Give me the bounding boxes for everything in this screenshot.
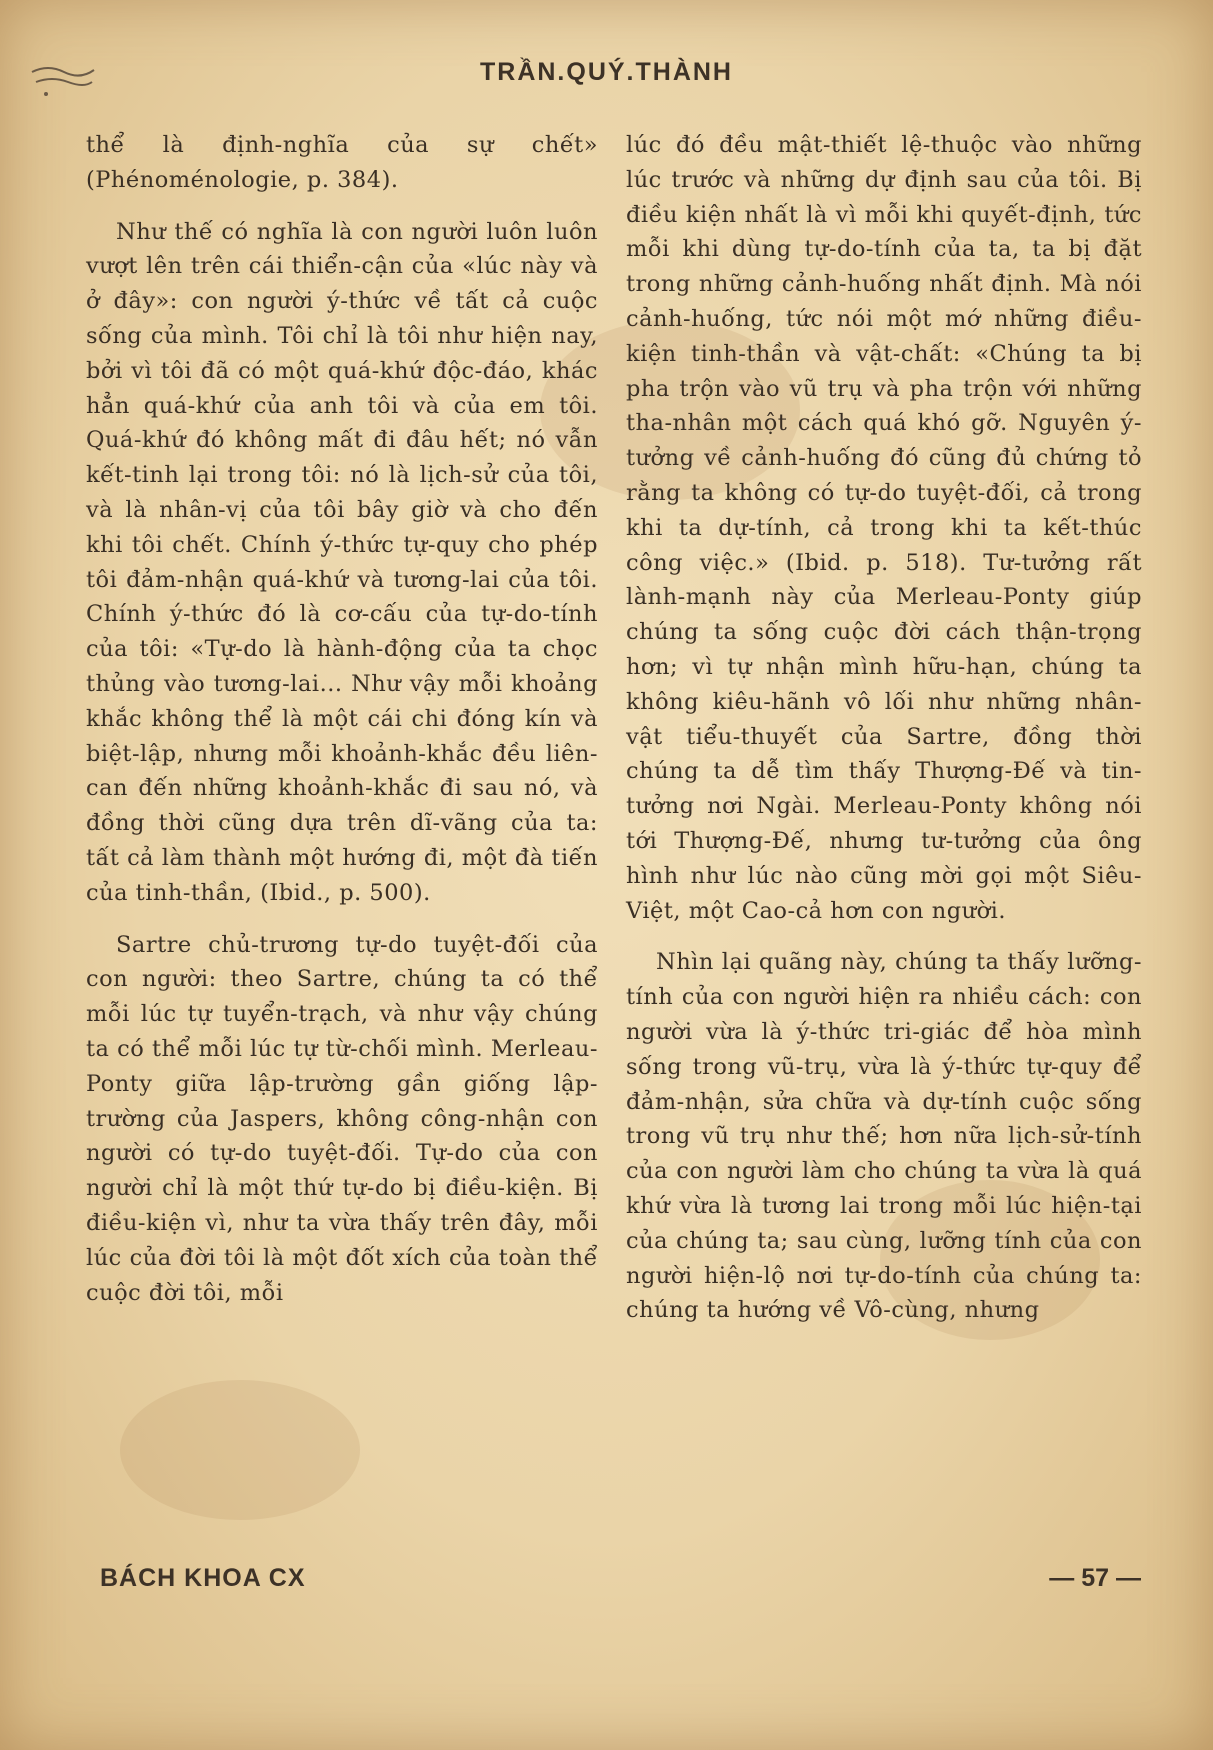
paper-stain: [120, 1380, 360, 1520]
publication-footer: BÁCH KHOA CX: [100, 1564, 306, 1592]
paragraph: lúc đó đều mật-thiết lệ-thuộc vào những lúc trước và những dự định sau của tôi. Bị điều kiện nhất là vì mỗi khi quyết-định, tức mỗi khi dùng tự-do-tính của ta, ta bị đặt trong những cảnh-huống nhất định. Mà nói cảnh-huống, tức nói một mớ những điều-kiện tinh-thần và vật-chất: «Chúng ta bị pha trộn vào vũ trụ và pha trộn với những tha-nhân một cách quá khó gỡ. Nguyên ý-tưởng về cảnh-huống đó cũng đủ chứng tỏ rằng ta không có tự-do tuyệt-đối, cả trong khi ta dự-tính, cả trong khi ta kết-thúc công việc.» (Ibid. p. 518). Tư-tưởng rất lành-mạnh này của Merleau-Ponty giúp chúng ta sống cuộc đời cách thận-trọng hơn; vì tự nhận mình hữu-hạn, chúng ta không kiêu-hãnh vô lối như những nhân-vật tiểu-thuyết của Sartre, đồng thời chúng ta dễ tìm thấy Thượng-Đế và tin-tưởng nơi Ngài. Merleau-Ponty không nói tới Thượng-Đế, nhưng tư-tưởng của ông hình như lúc nào cũng mời gọi một Siêu-Việt, một Cao-cả hơn con người.: [626, 132, 1142, 924]
paragraph: Nhìn lại quãng này, chúng ta thấy lưỡng-tính của con người hiện ra nhiều cách: con người vừa là ý-thức tri-giác để hòa mình sống trong vũ-trụ, vừa là ý-thức tự-quy để đảm-nhận, sửa chữa và dự-tính cuộc sống trong vũ trụ như thế; hơn nữa lịch-sử-tính của con người làm cho chúng ta vừa là quá khứ vừa là tương lai trong mỗi lúc hiện-tại của chúng ta; sau cùng, lưỡng tính của con người hiện-lộ nơi tự-do-tính của chúng ta: chúng ta hướng về Vô-cùng, nhưng: [626, 949, 1142, 1324]
running-header-title: TRẦN.QUÝ.THÀNH: [480, 58, 733, 86]
right-text-column: [626, 128, 1142, 1328]
page-number: — 57 —: [1049, 1564, 1141, 1592]
paragraph: thể là định-nghĩa của sự chết» (Phénoménologie, p. 384).: [86, 132, 598, 193]
left-text-column: [86, 128, 598, 1310]
paragraph: Sartre chủ-trương tự-do tuyệt-đối của con người: theo Sartre, chúng ta có thể mỗi lúc tự tuyển-trạch, và như vậy chúng ta có thể mỗi lúc tự từ-chối mình. Merleau-Ponty giữa lập-trường gần giống lập-trường của Jaspers, không công-nhận con người có tự-do tuyệt-đối. Tự-do của con người chỉ là một thứ tự-do bị điều-kiện. Bị điều-kiện vì, như ta vừa thấy trên đây, mỗi lúc của đời tôi là một đốt xích của toàn thể cuộc đời tôi, mỗi: [86, 931, 598, 1306]
paragraph: Như thế có nghĩa là con người luôn luôn vượt lên trên cái thiển-cận của «lúc này và ở đây»: con người ý-thức về tất cả cuộc sống của mình. Tôi chỉ là tôi như hiện nay, bởi vì tôi đã có một quá-khứ độc-đáo, khác hẳn quá-khứ của anh tôi và của em tôi. Quá-khứ đó không mất đi đâu hết; nó vẫn kết-tinh lại trong tôi: nó là lịch-sử của tôi, và là nhân-vị của tôi bây giờ và cho đến khi tôi chết. Chính ý-thức tự-quy cho phép tôi đảm-nhận quá-khứ và tương-lai của tôi. Chính ý-thức đó là cơ-cấu của tự-do-tính của tôi: «Tự-do là hành-động của ta chọc thủng vào tương-lai... Như vậy mỗi khoảng khắc không thể là một cái chi đóng kín và biệt-lập, nhưng mỗi khoảnh-khắc đều liên-can đến những khoảnh-khắc đi sau nó, và đồng thời cũng dựa trên dĩ-vãng của ta: tất cả làm thành một hướng đi, một đà tiến của tinh-thần, (Ibid., p. 500).: [86, 218, 598, 906]
